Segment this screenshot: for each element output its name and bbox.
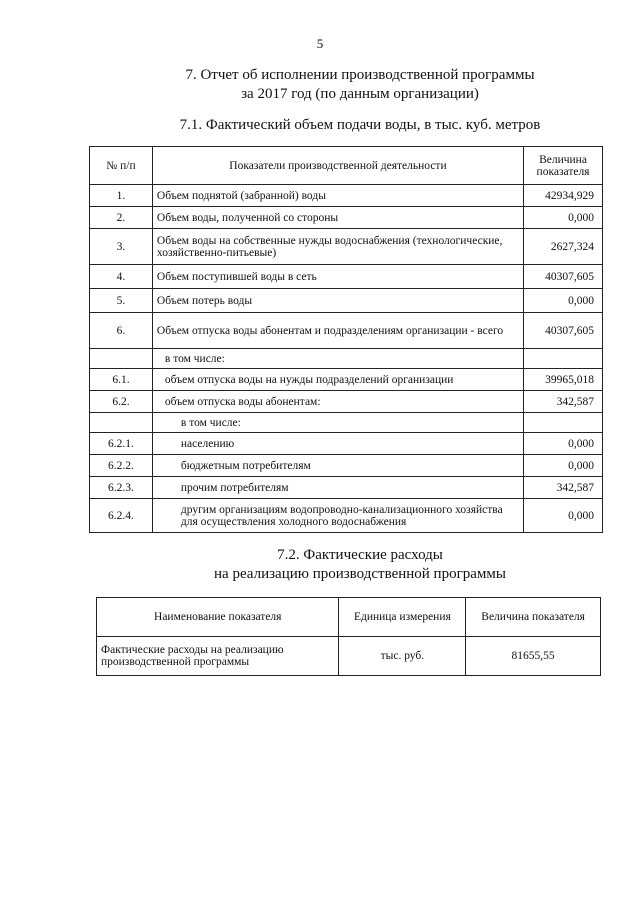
row-num: 6.2. xyxy=(90,391,153,413)
report-heading xyxy=(120,66,600,104)
row-name: объем отпуска воды на нужды подразделений организации xyxy=(152,369,523,391)
row-num: 1. xyxy=(90,185,153,207)
row-value: 0,000 xyxy=(524,455,603,477)
table-row xyxy=(90,313,603,349)
header-indicator-name: Наименование показателя xyxy=(97,598,339,637)
table-row xyxy=(90,477,603,499)
row-num: 6.2.2. xyxy=(90,455,153,477)
table-row xyxy=(90,391,603,413)
header-value: Величина показателя xyxy=(524,147,603,185)
table-row xyxy=(90,185,603,207)
row-value xyxy=(524,413,603,433)
header-name: Показатели производственной деятельности xyxy=(152,147,523,185)
row-num xyxy=(90,413,153,433)
header-unit: Единица измерения xyxy=(339,598,466,637)
row-name: Объем поднятой (забранной) воды xyxy=(152,185,523,207)
row-value: 0,000 xyxy=(524,499,603,533)
table-row xyxy=(90,369,603,391)
row-name: другим организациям водопроводно-канализационного хозяйства для осуществления холодного водоснабжения xyxy=(152,499,523,533)
row-num: 5. xyxy=(90,289,153,313)
row-value: 2627,324 xyxy=(524,229,603,265)
row-value: 0,000 xyxy=(524,289,603,313)
row-name: бюджетным потребителям xyxy=(152,455,523,477)
table-row xyxy=(90,455,603,477)
row-unit: тыс. руб. xyxy=(339,637,466,676)
table-row xyxy=(90,349,603,369)
row-num: 2. xyxy=(90,207,153,229)
row-value: 39965,018 xyxy=(524,369,603,391)
table-row xyxy=(90,289,603,313)
row-value: 0,000 xyxy=(524,433,603,455)
section2-title xyxy=(150,546,570,584)
row-num: 3. xyxy=(90,229,153,265)
row-value: 40307,605 xyxy=(524,313,603,349)
row-value: 342,587 xyxy=(524,391,603,413)
header-num: № п/п xyxy=(90,147,153,185)
section2-title-line1: 7.2. Фактические расходы xyxy=(277,547,443,563)
table-row xyxy=(90,499,603,533)
row-num: 6. xyxy=(90,313,153,349)
row-value: 0,000 xyxy=(524,207,603,229)
row-value: 40307,605 xyxy=(524,265,603,289)
row-name: Объем поступившей воды в сеть xyxy=(152,265,523,289)
report-heading-line1: 7. Отчет об исполнении производственной программы xyxy=(185,67,535,83)
table-row xyxy=(90,229,603,265)
table-header-row xyxy=(97,598,601,637)
row-name: в том числе: xyxy=(152,413,523,433)
table-row xyxy=(90,433,603,455)
row-num: 6.2.3. xyxy=(90,477,153,499)
row-num: 6.2.1. xyxy=(90,433,153,455)
table-row xyxy=(90,265,603,289)
row-num: 6.1. xyxy=(90,369,153,391)
row-num xyxy=(90,349,153,369)
row-value: 42934,929 xyxy=(524,185,603,207)
row-name: объем отпуска воды абонентам: xyxy=(152,391,523,413)
row-name: Объем отпуска воды абонентам и подразделениям организации - всего xyxy=(152,313,523,349)
page-number: 5 xyxy=(316,36,324,51)
water-supply-table xyxy=(89,146,603,533)
row-num: 4. xyxy=(90,265,153,289)
section2-title-line2: на реализацию производственной программы xyxy=(214,566,506,582)
row-name: населению xyxy=(152,433,523,455)
row-name: Объем потерь воды xyxy=(152,289,523,313)
table-row xyxy=(90,207,603,229)
row-value xyxy=(524,349,603,369)
row-name: Объем воды на собственные нужды водоснабжения (технологические, хозяйственно-питьевые) xyxy=(152,229,523,265)
row-value: 81655,55 xyxy=(466,637,601,676)
header-value: Величина показателя xyxy=(466,598,601,637)
row-num: 6.2.4. xyxy=(90,499,153,533)
row-name: Фактические расходы на реализацию производственной программы xyxy=(97,637,339,676)
report-heading-line2: за 2017 год (по данным организации) xyxy=(241,86,479,102)
row-name: в том числе: xyxy=(152,349,523,369)
expenses-table xyxy=(96,597,601,676)
table-row xyxy=(97,637,601,676)
row-name: Объем воды, полученной со стороны xyxy=(152,207,523,229)
row-value: 342,587 xyxy=(524,477,603,499)
section1-title: 7.1. Фактический объем подачи воды, в тыс. куб. метров xyxy=(179,117,541,133)
table-header-row xyxy=(90,147,603,185)
row-name: прочим потребителям xyxy=(152,477,523,499)
table-row xyxy=(90,413,603,433)
